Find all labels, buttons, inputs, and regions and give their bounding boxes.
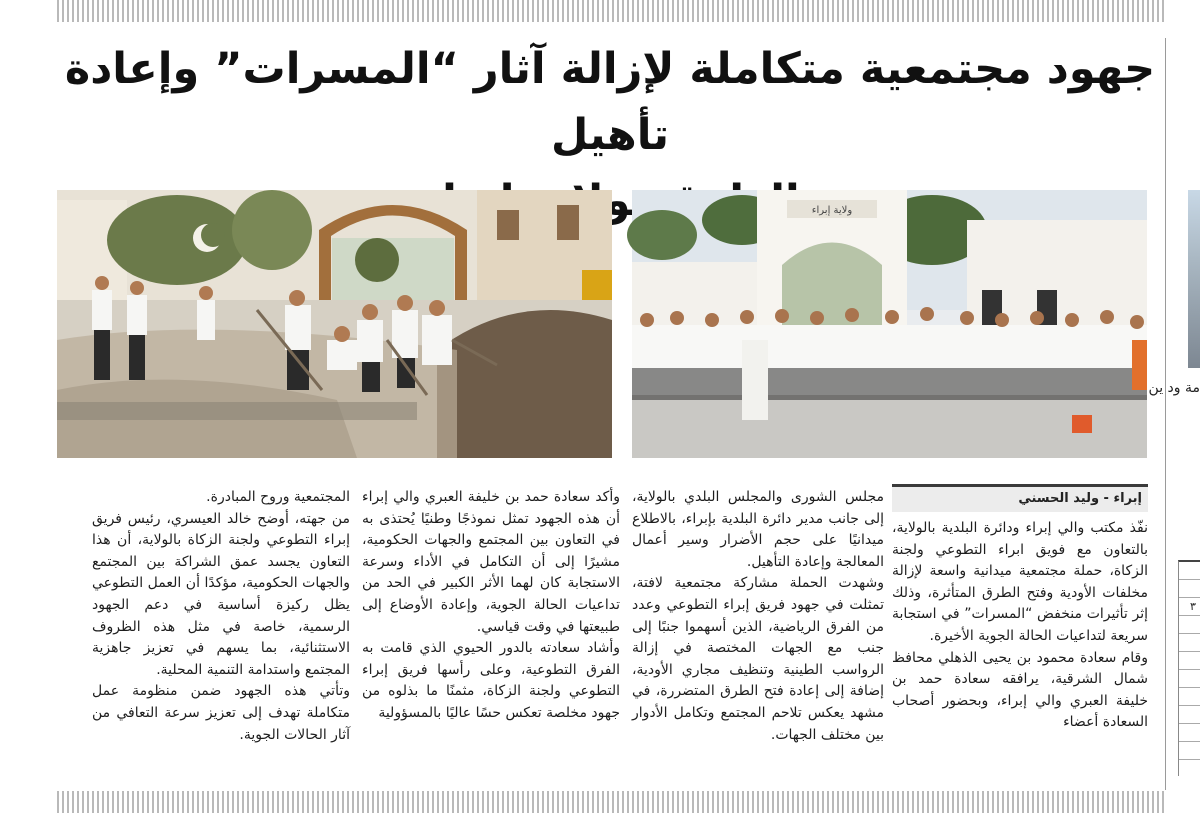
photo-volunteers-svg — [57, 190, 612, 458]
adjacent-article-text-edge: مة ود ين — [1148, 380, 1200, 396]
top-hatch-border — [57, 0, 1167, 22]
adjacent-table-mark: ٣ — [1190, 600, 1196, 613]
article-column-1 — [892, 518, 1148, 734]
column-4-paragraph-2: من جهته، أوضح خالد العيسري، رئيس فريق إبراء التطوعي ولجنة الزكاة بالولاية، أن هذا التعاون يجسد عمق الشراكة بين المجتمع والجهات الحكومية، مؤكدًا أن العمل التطوعي يظل ركيزة أساسية في دعم الجهود الرسمية، خاصة في مثل هذه الظروف الاستثنائية، بما يسهم في تعزيز جاهزية المجتمع واستدامة التنمية المحلية. — [92, 510, 350, 678]
bottom-hatch-border — [57, 791, 1167, 813]
gate-sign: ولاية إبراء — [811, 205, 853, 216]
article-column-2 — [632, 487, 884, 746]
photo-volunteers-clearing-mud — [57, 190, 612, 458]
adjacent-article-photo-edge — [1188, 190, 1200, 368]
article-column-4 — [92, 487, 350, 746]
column-2-paragraph-1: مجلس الشورى والمجلس البلدي بالولاية، إلى جانب مدير دائرة البلدية بإبراء، بالاطلاع ميدانيًا على حجم الأضرار وسير أعمال المعالجة وإعادة التأهيل. — [632, 489, 884, 570]
column-4-paragraph-1: المجتمعية وروح المبادرة. — [206, 489, 350, 505]
column-4-paragraph-3: وتأتي هذه الجهود ضمن منظومة عمل متكاملة تهدف إلى تعزيز سرعة التعافي من آثار الحالات الجوية. — [92, 683, 350, 743]
column-3-paragraph-2: وأشاد سعادته بالدور الحيوي الذي قامت به الفرق التطوعية، وعلى رأسها فريق إبراء التطوعي ولجنة الزكاة، مثمنًا ما بذلوه من جهود مخلصة تعكس حسًا عاليًا بالمسؤولية — [362, 640, 620, 721]
byline: إبراء - وليد الحسني — [892, 484, 1148, 512]
photo-group-at-gate — [632, 190, 1147, 458]
article-column-3 — [362, 487, 620, 725]
column-divider — [1165, 38, 1166, 790]
headline-line-1: جهود مجتمعية متكاملة لإزالة آثار “المسرات” وإعادة تأهيل — [64, 44, 1156, 160]
adjacent-table-edge — [1178, 560, 1200, 776]
column-2-paragraph-2: وشهدت الحملة مشاركة مجتمعية لافتة، تمثلت في جهود فريق إبراء التطوعي وعدد من الفرق الرياضية، الذين أسهموا جنبًا إلى جنب مع الجهات المختصة في إزالة الرواسب الطينية وتنظيف مجاري الأودية، إضافة إلى إعادة فتح الطرق المتضررة، في مشهد يعكس تلاحم المجتمع وتكامل الأدوار بين مختلف الجهات. — [632, 575, 884, 743]
column-1-paragraph-2: وقام سعادة محمود بن يحيى الذهلي محافظ شمال الشرقية، يرافقه سعادة حمد بن خليفة العبري والي إبراء، وبحضور أصحاب السعادة أعضاء — [892, 649, 1148, 731]
column-1-paragraph-1: نفّذ مكتب والي إبراء ودائرة البلدية بالولاية، بالتعاون مع فويق ابراء التطوعي ولجنة الزكاة، حملة مجتمعية ميدانية واسعة لإزالة مخلفات الأودية وفتح الطرق المتأثرة، وذلك إثر تأثيرات منخفض “المسرات” في استجابة سريعة لتداعيات الحالة الجوية الأخيرة. — [892, 520, 1148, 644]
photo-group-svg — [632, 190, 1147, 458]
column-3-paragraph-1: وأكد سعادة حمد بن خليفة العبري والي إبراء أن هذه الجهود تمثل نموذجًا وطنيًا يُحتذى به في التعاون بين المجتمع والجهات الحكومية، مشيرًا إلى أن التكامل في الأداء وسرعة الاستجابة كان لهما الأثر الكبير في الحد من تداعيات الحالة الجوية، وإعادة الأوضاع إلى طبيعتها في وقت قياسي. — [362, 489, 620, 635]
